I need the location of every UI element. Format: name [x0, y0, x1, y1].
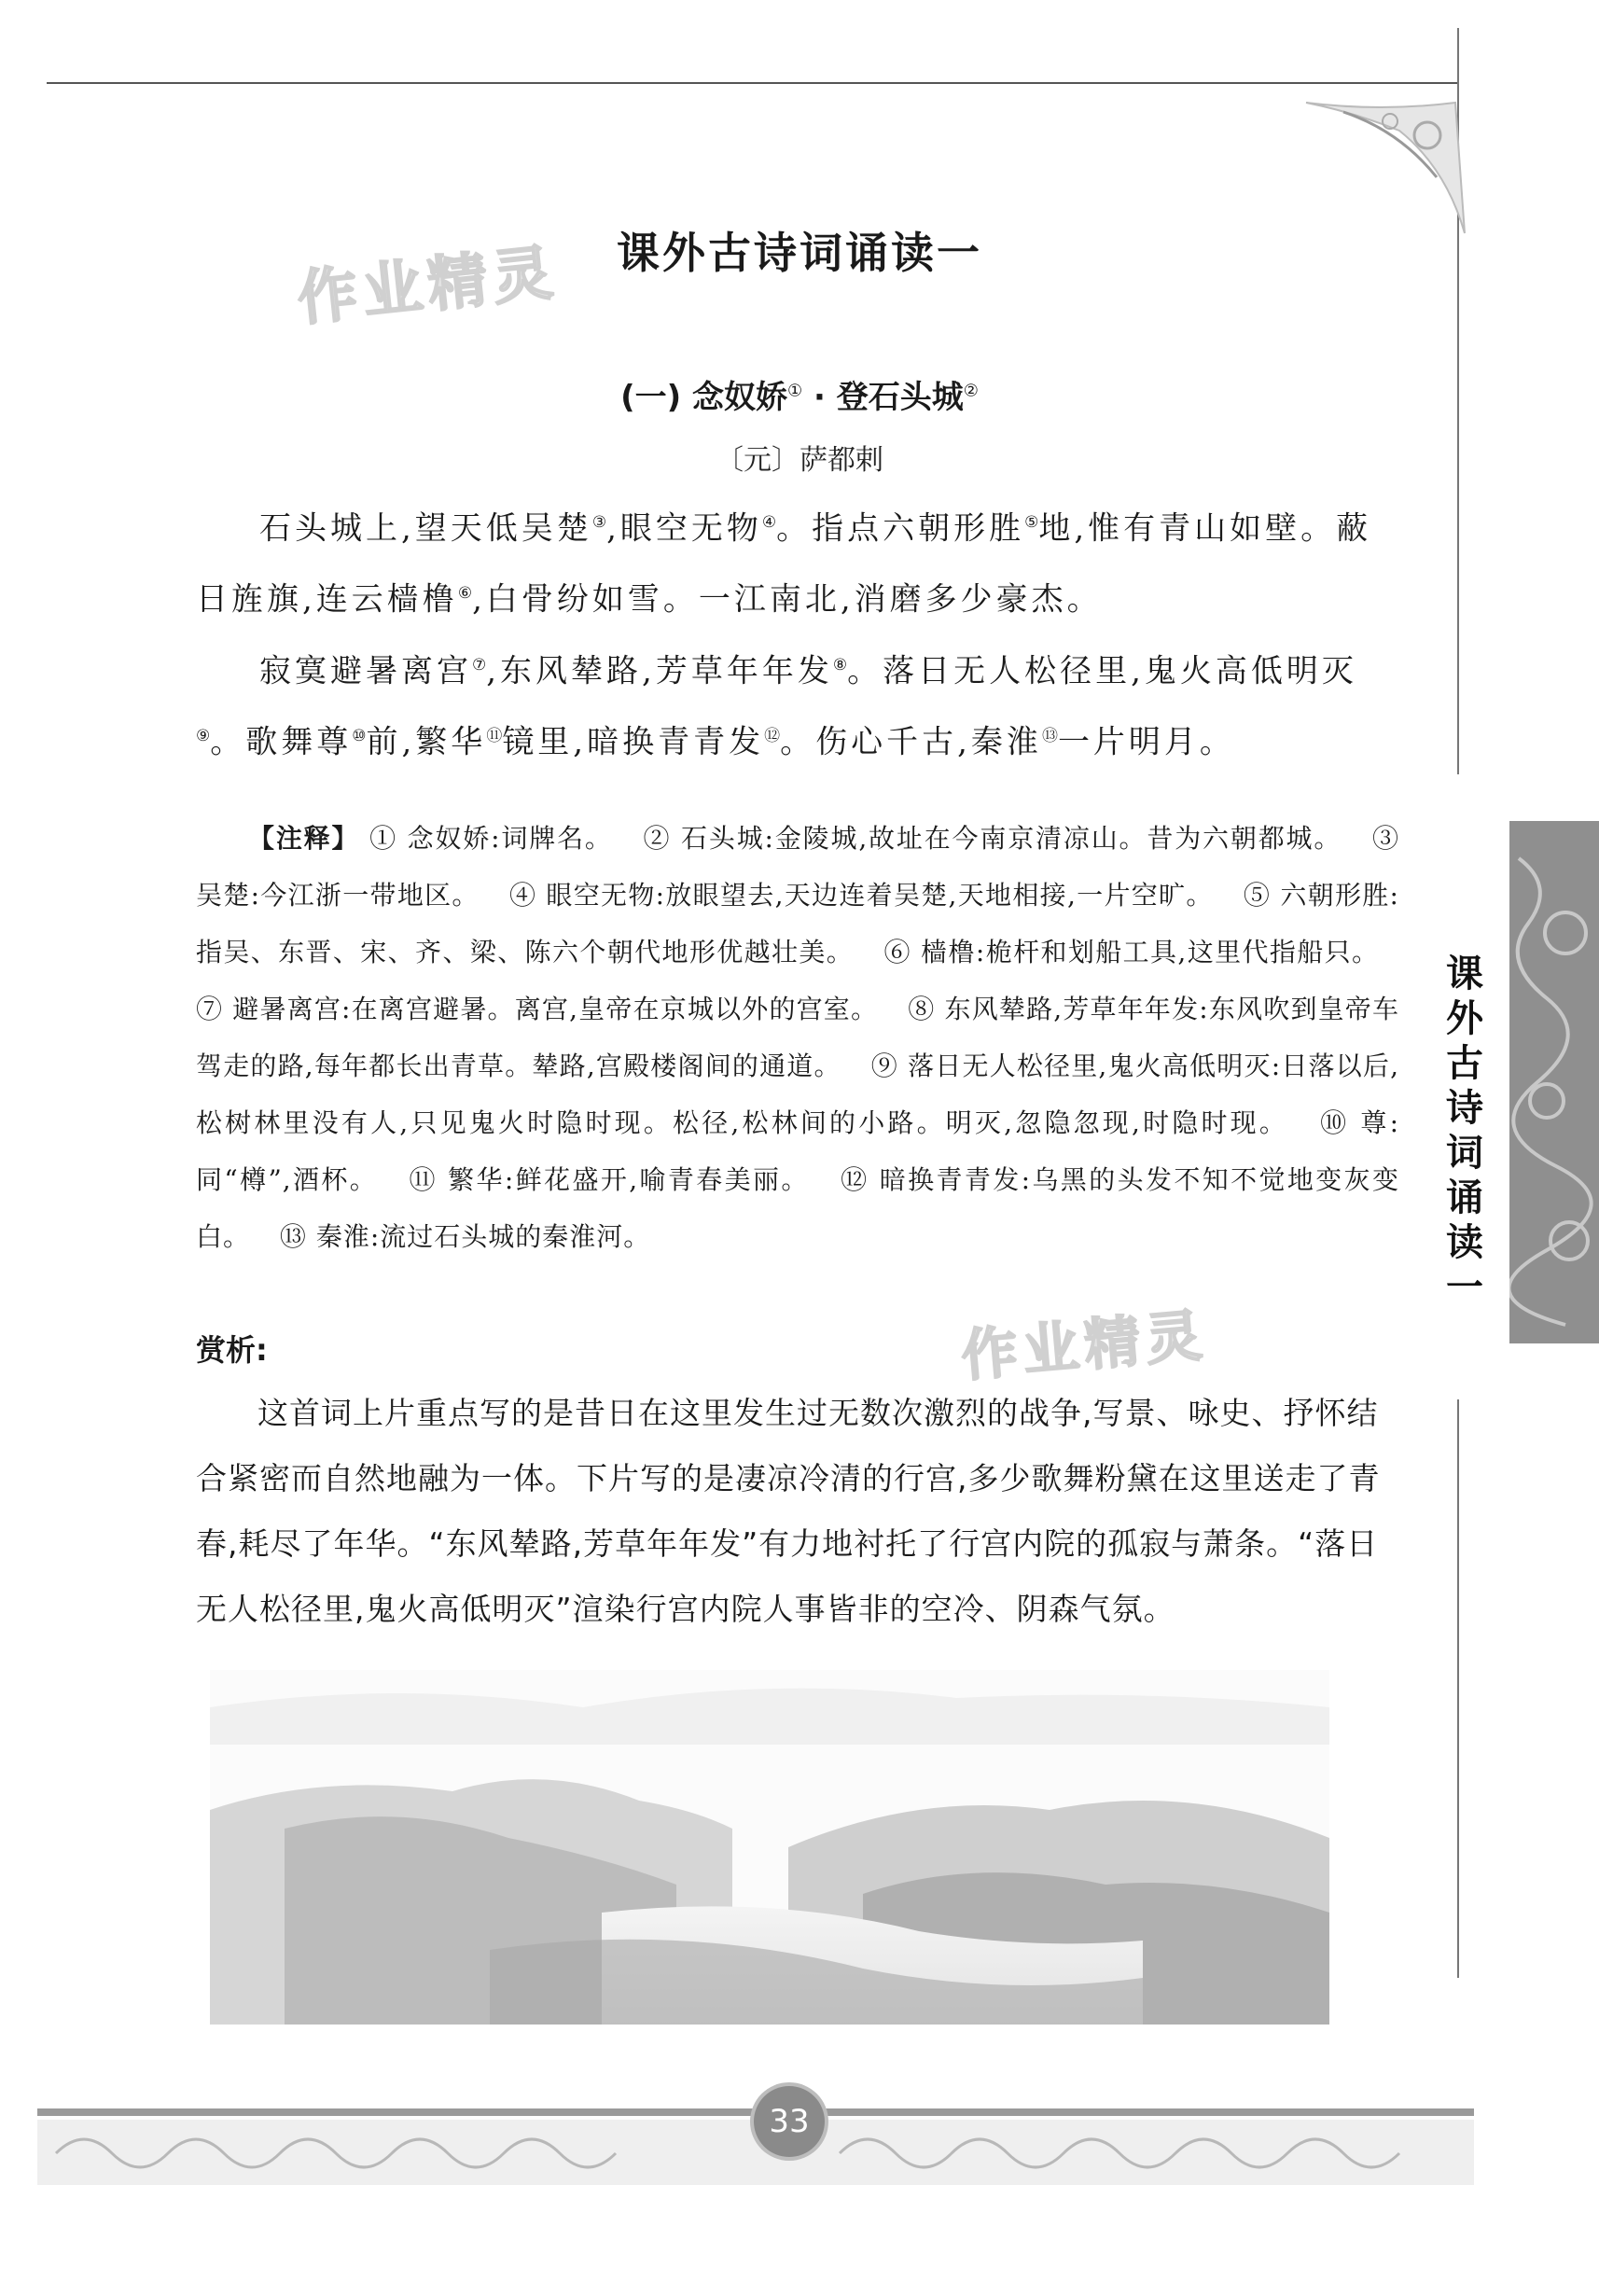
poem-text: 石头城上,望天低吴楚 — [259, 509, 592, 548]
note-item: ① 念奴娇:词牌名。 — [369, 823, 613, 854]
note-item: ⑦ 避暑离宫:在离宫避暑。离宫,皇帝在京城以外的宫室。 — [196, 994, 879, 1024]
page-title: 课外古诗词诵读一 — [617, 228, 982, 278]
poem-text: 。伤心千古,秦淮 — [780, 723, 1042, 761]
footnote-ref: ⑤ — [1024, 513, 1039, 532]
note-item: ⑩ 尊:同“樽”,酒杯。 — [196, 1107, 1399, 1195]
poem-title-part1: 念奴娇 — [692, 379, 788, 416]
footnote-ref: ③ — [591, 513, 607, 532]
notes-section — [196, 810, 1399, 1265]
note-item: ⑥ 樯橹:桅杆和划船工具,这里代指船只。 — [883, 937, 1379, 967]
footnote-ref: ④ — [761, 513, 777, 532]
poem-index: (一) — [620, 379, 682, 416]
poem-text: 镜里,暗换青青发 — [502, 723, 765, 761]
poem-title — [0, 371, 1599, 417]
landscape-illustration — [210, 1670, 1329, 2025]
note-item: ⑬ 秦淮:流过石头城的秦淮河。 — [279, 1221, 651, 1252]
poem-title-sep: · — [813, 379, 826, 416]
poem-text: 一片明月。 — [1057, 723, 1235, 761]
footnote-ref: ⑦ — [472, 655, 487, 675]
note-item: ⑫ 暗换青青发:乌黑的头发不知不觉地变灰变白。 — [196, 1164, 1399, 1252]
poem-text: ,白骨纷如雪。一江南北,消磨多少豪杰。 — [472, 580, 1103, 619]
footnote-ref: ⑥ — [457, 584, 473, 604]
poem-text: ,眼空无物 — [606, 509, 762, 548]
side-tab-ornament — [1509, 821, 1599, 1343]
footnote-ref: ② — [963, 381, 979, 401]
watermark: 作业精灵 — [294, 238, 562, 335]
right-rule-lower — [1457, 1399, 1459, 1978]
appreciation-heading: 赏析: — [196, 1332, 268, 1368]
page-number: 33 — [769, 2103, 810, 2140]
note-item: ④ 眼空无物:放眼望去,天边连着吴楚,天地相接,一片空旷。 — [508, 880, 1214, 911]
footnote-ref: ⑧ — [832, 655, 848, 675]
poem-text: 地,惟有青山如壁。蔽日旌旗,连云樯橹 — [196, 509, 1372, 619]
footnote-ref: ⑨ — [196, 726, 211, 745]
top-rule — [47, 82, 1457, 84]
poem-author: 〔元〕萨都剌 — [716, 444, 883, 477]
note-item: ⑨ 落日无人松径里,鬼火高低明灭:日落以后,松树林里没有人,只见鬼火时隐时现。松径,松林间的小路。明灭,忽隐忽现,时隐时现。 — [196, 1051, 1400, 1138]
note-item: ⑧ 东风辇路,芳草年年发:东风吹到皇帝车驾走的路,每年都长出青草。辇路,宫殿楼阁间的通道。 — [196, 994, 1399, 1081]
footnote-ref: ⑩ — [352, 726, 367, 745]
note-item: ⑤ 六朝形胜:指吴、东晋、宋、齐、梁、陈六个朝代地形优越壮美。 — [196, 880, 1399, 967]
poem-text: 。歌舞尊 — [210, 723, 353, 761]
footnote-ref: ⑬ — [1041, 726, 1058, 745]
stanza-2 — [196, 633, 1399, 775]
poem-title-part2: 登石头城 — [836, 379, 964, 416]
watermark: 作业精灵 — [958, 1302, 1210, 1390]
footnote-ref: ⑪ — [486, 726, 503, 745]
note-item: ③ 吴楚:今江浙一带地区。 — [196, 823, 1399, 911]
poem-body — [196, 490, 1399, 774]
poem-text: ,东风辇路,芳草年年发 — [486, 651, 833, 689]
poem-text: 前,繁华 — [366, 723, 487, 761]
poem-text: 寂寞避暑离宫 — [259, 651, 472, 689]
note-item: ② 石头城:金陵城,故址在今南京清凉山。昔为六朝都城。 — [643, 823, 1342, 854]
footnote-ref: ① — [787, 381, 803, 401]
poem-text: 。落日无人松径里,鬼火高低明灭 — [847, 651, 1357, 689]
side-tab-label: 课 外 古 诗 词 诵 读 一 — [1446, 953, 1483, 1309]
note-item: ⑪ 繁华:鲜花盛开,喻青春美丽。 — [409, 1164, 810, 1195]
poem-text: 。指点六朝形胜 — [776, 509, 1025, 548]
notes-label: 【注释】 — [248, 823, 360, 854]
stanza-1 — [196, 490, 1399, 633]
appreciation-text: 这首词上片重点写的是昔日在这里发生过无数次激烈的战争,写景、咏史、抒怀结合紧密而自然地融为一体。下片写的是凄凉冷清的行宫,多少歌舞粉黛在这里送走了青春,耗尽了年华。“东风辇路,芳草年年发”有力地衬托了行宫内院的孤寂与萧条。“落日无人松径里,鬼火高低明灭”渲染行宫内院人事皆非的空冷、阴森气氛。 — [196, 1395, 1381, 1627]
footnote-ref: ⑫ — [764, 726, 781, 745]
